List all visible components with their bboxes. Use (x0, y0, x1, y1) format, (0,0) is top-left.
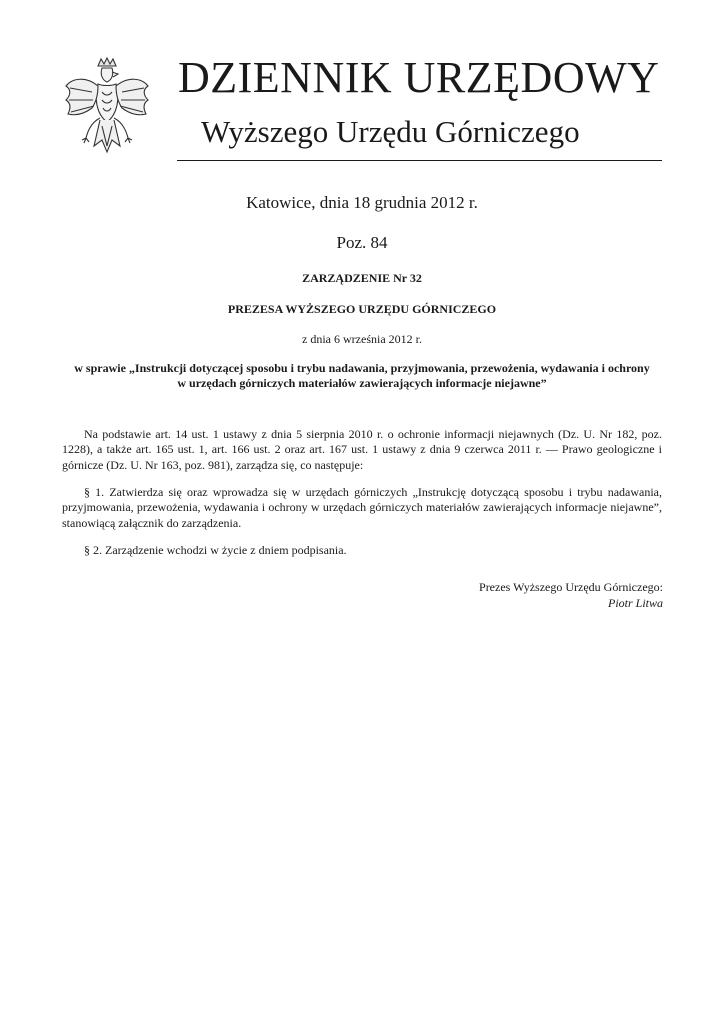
act-date: z dnia 6 września 2012 r. (302, 332, 422, 346)
signature-name: Piotr Litwa (607, 596, 663, 610)
act-subject-line: w urzędach górniczych materiałów zawierających informacje niejawne” (177, 376, 547, 390)
act-title: ZARZĄDZENIE Nr 32 (302, 271, 422, 285)
act-subject-line: w sprawie „Instrukcji dotyczącej sposobu i trybu nadawania, przyjmowania, przewożenia, wydawania i ochrony (74, 361, 650, 375)
section-1-paragraph: § 1. Zatwierdza się oraz wprowadza się w urzędach górniczych „Instrukcję dotyczącą sposobu i trybu nadawania, przyjmowania, przewożenia, wydawania i ochrony w urzędach górniczych materiałów zawierających informacje niejawne”, stanowiącą załącznik do zarządzenia. (62, 485, 662, 530)
position-number: Poz. 84 (336, 233, 388, 252)
place-date: Katowice, dnia 18 grudnia 2012 r. (246, 193, 478, 212)
legal-basis-paragraph: Na podstawie art. 14 ust. 1 ustawy z dnia 5 sierpnia 2010 r. o ochronie informacji niejawnych (Dz. U. Nr 182, poz. 1228), a także art. 165 ust. 1, art. 166 ust. 2 oraz art. 167 ust. 1 ustawy z dnia 9 czerwca 2011 r. — Prawo geologiczne i górnicze (Dz. U. Nr 163, poz. 981), zarządza się, co następuje: (62, 427, 662, 472)
act-issuer: PREZESA WYŻSZEGO URZĘDU GÓRNICZEGO (227, 302, 497, 316)
act-subject (62, 361, 662, 391)
polish-eagle-emblem (62, 56, 152, 162)
journal-title: DZIENNIK URZĘDOWY (178, 53, 660, 102)
signature-role: Prezes Wyższego Urzędu Górniczego: (479, 580, 663, 594)
header-divider (177, 160, 662, 161)
journal-subtitle: Wyższego Urzędu Górniczego (201, 114, 580, 149)
section-2-paragraph: § 2. Zarządzenie wchodzi w życie z dniem podpisania. (84, 543, 347, 557)
